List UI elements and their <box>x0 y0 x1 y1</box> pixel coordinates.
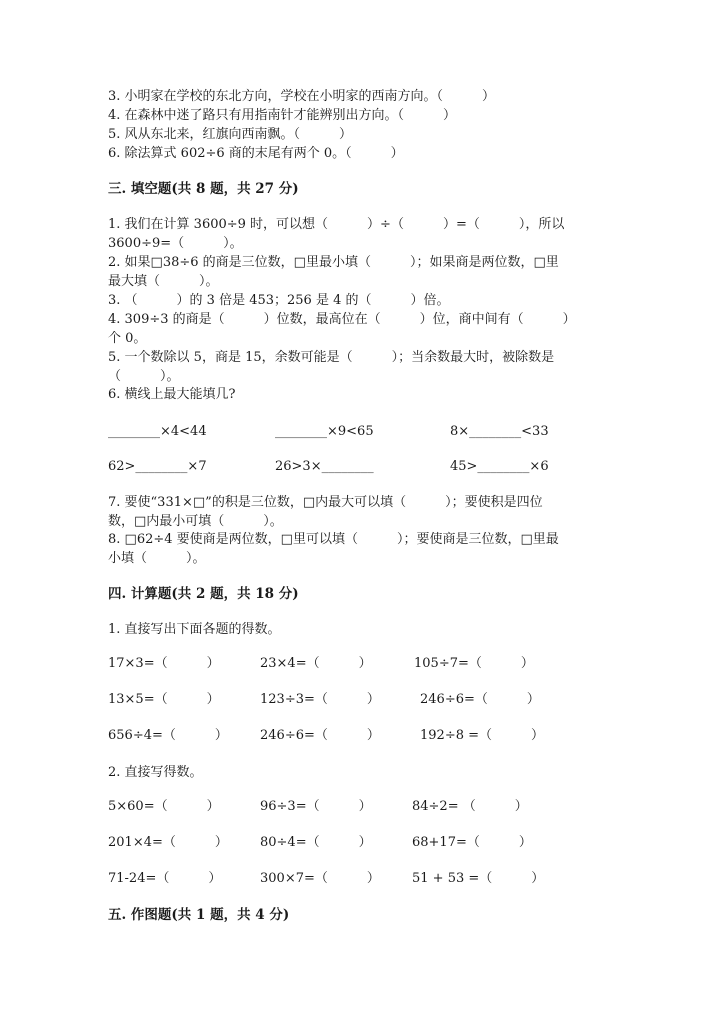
calc-q2-r1c2: 96÷3=（ ） <box>260 799 372 814</box>
fill-q7-line2: 数，□内最小可填（ ）。 <box>108 514 283 529</box>
fill-q3: 3. （ ）的 3 倍是 453；256 是 4 的（ ）倍。 <box>108 293 450 308</box>
fill-q8-line1: 8. □62÷4 要使商是两位数，□里可以填（ ）；要使商是三位数，□里最 <box>108 532 559 547</box>
judge-item-6: 6. 除法算式 602÷6 商的末尾有两个 0。（ ） <box>108 146 404 161</box>
calc-q1-r3c3: 192÷8 =（ ） <box>420 728 545 743</box>
calc-q2-r1c3: 84÷2= （ ） <box>412 799 528 814</box>
q6-blank-r1c3: 8×________<33 <box>450 424 549 439</box>
calc-q1-r3c1: 656÷4=（ ） <box>108 728 228 743</box>
calc-q2-r3c3: 51 + 53 =（ ） <box>412 871 545 886</box>
fill-q4-line2: 个 0。 <box>108 331 147 346</box>
calc-q1-r1c2: 23×4=（ ） <box>260 656 372 671</box>
judge-item-4: 4. 在森林中迷了路只有用指南针才能辨别出方向。（ ） <box>108 108 457 123</box>
calc-q1-title: 1. 直接写出下面各题的得数。 <box>108 622 281 637</box>
section-4-title: 四. 计算题(共 2 题，共 18 分) <box>108 586 299 602</box>
calc-q2-r2c3: 68+17=（ ） <box>412 835 532 850</box>
fill-q4-line1: 4. 309÷3 的商是（ ）位数，最高位在（ ）位，商中间有（ ） <box>108 312 576 327</box>
q6-blank-r1c1: ________×4<44 <box>108 424 207 439</box>
calc-q2-r2c1: 201×4=（ ） <box>108 835 228 850</box>
calc-q2-r1c1: 5×60=（ ） <box>108 799 220 814</box>
fill-q6-title: 6. 横线上最大能填几? <box>108 387 236 402</box>
fill-q2-line2: 最大填（ ）。 <box>108 274 219 289</box>
q6-blank-r2c1: 62>________×7 <box>108 459 207 474</box>
calc-q1-r1c3: 105÷7=（ ） <box>414 656 534 671</box>
calc-q1-r2c1: 13×5=（ ） <box>108 692 220 707</box>
section-5-title: 五. 作图题(共 1 题，共 4 分) <box>108 907 290 923</box>
fill-q8-line2: 小填（ ）。 <box>108 551 206 566</box>
q6-blank-r2c2: 26>3×________ <box>275 459 374 474</box>
q6-blank-r2c3: 45>________×6 <box>450 459 549 474</box>
calc-q1-r3c2: 246÷6=（ ） <box>260 728 380 743</box>
judge-item-3: 3. 小明家在学校的东北方向，学校在小明家的西南方向。（ ） <box>108 89 496 104</box>
fill-q1-line2: 3600÷9=（ ）。 <box>108 236 243 251</box>
calc-q1-r2c3: 246÷6=（ ） <box>420 692 540 707</box>
fill-q1-line1: 1. 我们在计算 3600÷9 时，可以想（ ）÷（ ）=（ ），所以 <box>108 217 565 232</box>
judge-item-5: 5. 风从东北来，红旗向西南飘。（ ） <box>108 127 353 142</box>
calc-q2-title: 2. 直接写得数。 <box>108 765 203 780</box>
calc-q2-r3c2: 300×7=（ ） <box>260 871 380 886</box>
calc-q1-r2c2: 123÷3=（ ） <box>260 692 380 707</box>
calc-q1-r1c1: 17×3=（ ） <box>108 656 220 671</box>
calc-q2-r2c2: 80÷4=（ ） <box>260 835 372 850</box>
calc-q2-r3c1: 71-24=（ ） <box>108 871 222 886</box>
section-3-title: 三. 填空题(共 8 题，共 27 分) <box>108 181 299 197</box>
fill-q5-line2: （ ）。 <box>108 369 180 384</box>
fill-q5-line1: 5. 一个数除以 5，商是 15，余数可能是（ ）；当余数最大时，被除数是 <box>108 350 555 365</box>
q6-blank-r1c2: ________×9<65 <box>275 424 374 439</box>
fill-q2-line1: 2. 如果□38÷6 的商是三位数，□里最小填（ ）；如果商是两位数，□里 <box>108 255 559 270</box>
fill-q7-line1: 7. 要使“331×□”的积是三位数，□内最大可以填（ ）；要使积是四位 <box>108 495 543 510</box>
